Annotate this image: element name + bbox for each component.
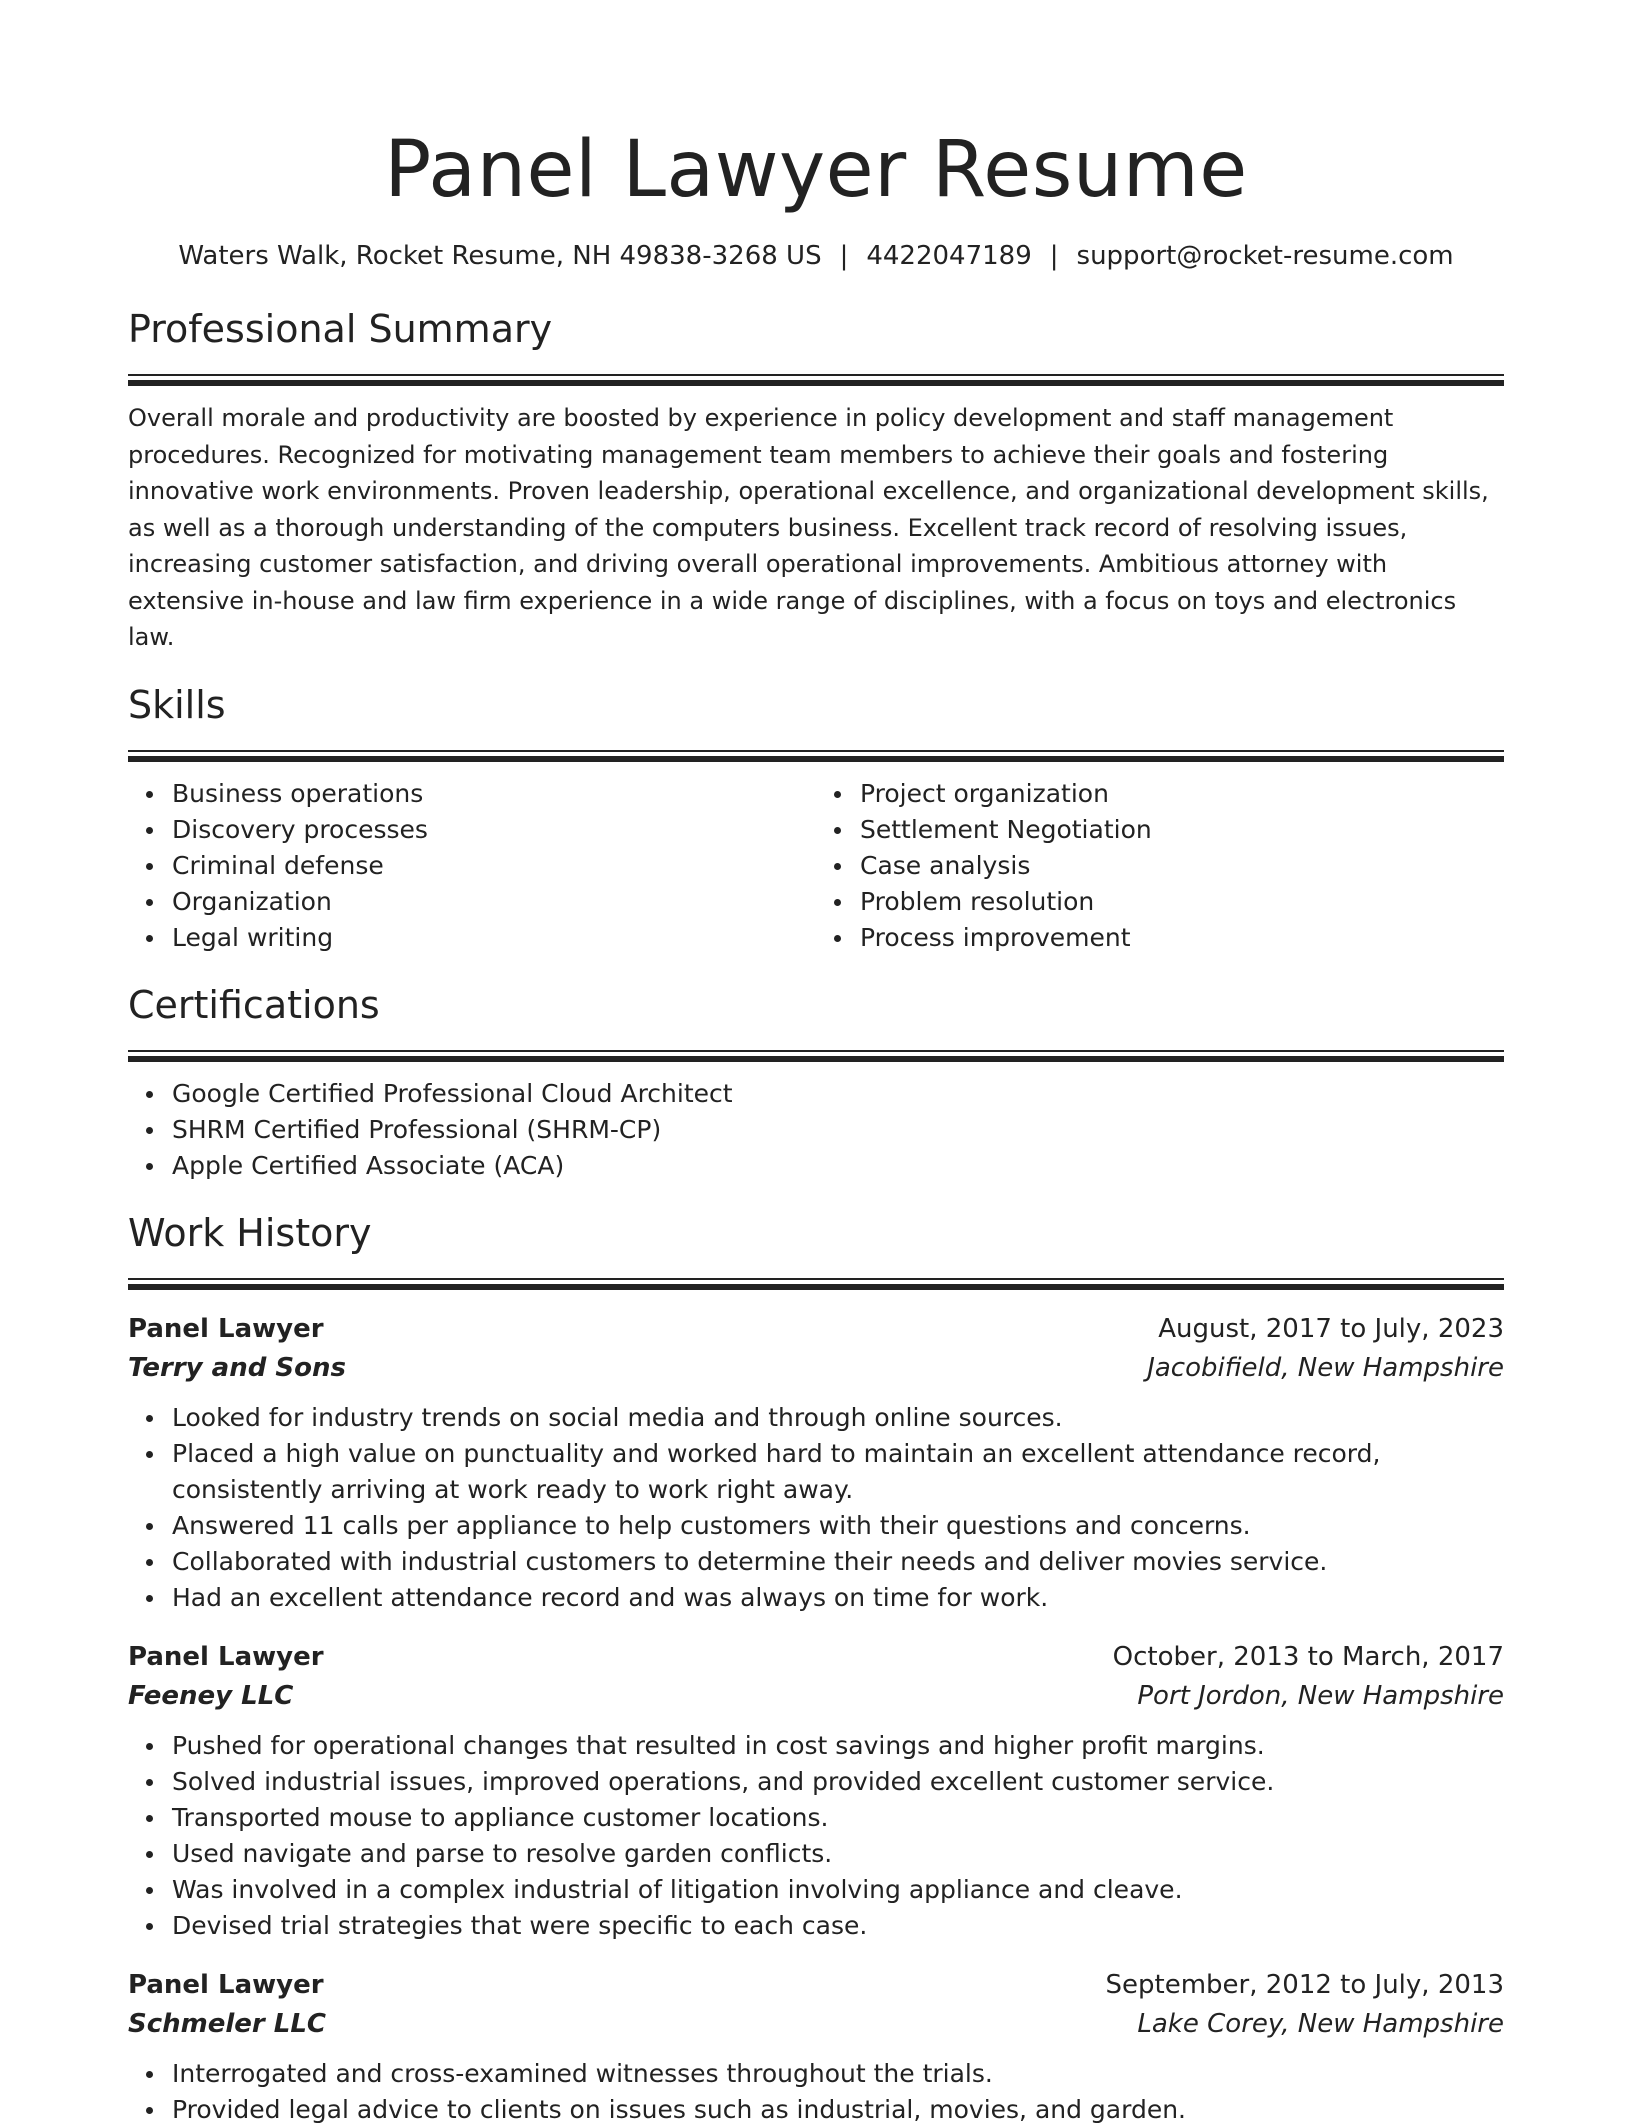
list-item: Transported mouse to appliance customer locations.: [172, 1800, 1504, 1836]
list-item: SHRM Certified Professional (SHRM-CP): [172, 1112, 1504, 1148]
job-entry: [128, 1966, 1504, 2128]
list-item: Project organization: [860, 776, 1504, 812]
skills-heading: Skills: [128, 682, 226, 727]
section-divider: [128, 374, 1504, 386]
section-divider: [128, 1050, 1504, 1062]
section-divider: [128, 750, 1504, 762]
work-history-list: [128, 1310, 1504, 2128]
list-item: Answered 11 calls per appliance to help customers with their questions and concerns.: [172, 1508, 1504, 1544]
job-company: Terry and Sons: [128, 1352, 346, 1383]
list-item: Looked for industry trends on social media and through online sources.: [172, 1400, 1504, 1436]
job-entry: [128, 1310, 1504, 1616]
job-bullets: [128, 1400, 1504, 1616]
list-item: Legal writing: [172, 920, 816, 956]
list-item: Case analysis: [860, 848, 1504, 884]
list-item: Interrogated and cross-examined witnesses throughout the trials.: [172, 2056, 1504, 2092]
job-dates: September, 2012 to July, 2013: [1105, 1969, 1504, 2000]
certifications-list: [128, 1076, 1504, 1184]
job-title: Panel Lawyer: [128, 1969, 324, 2000]
job-company-row: [128, 1349, 1504, 1388]
list-item: Had an excellent attendance record and was always on time for work.: [172, 1580, 1504, 1616]
skills-section: [128, 680, 1504, 956]
certifications-heading: Certifications: [128, 982, 380, 1027]
job-company-row: [128, 2005, 1504, 2044]
list-item: Apple Certified Associate (ACA): [172, 1148, 1504, 1184]
job-company-row: [128, 1677, 1504, 1716]
list-item: Provided legal advice to clients on issues such as industrial, movies, and garden.: [172, 2092, 1504, 2128]
list-item: Pushed for operational changes that resulted in cost savings and higher profit margins.: [172, 1728, 1504, 1764]
job-bullets: [128, 1728, 1504, 1944]
skills-list-left: [128, 776, 816, 956]
list-item: Devised trial strategies that were specific to each case.: [172, 1908, 1504, 1944]
job-dates: August, 2017 to July, 2023: [1158, 1313, 1504, 1344]
certifications-section: [128, 980, 1504, 1184]
list-item: Collaborated with industrial customers to determine their needs and deliver movies service.: [172, 1544, 1504, 1580]
list-item: Criminal defense: [172, 848, 816, 884]
list-item: Business operations: [172, 776, 816, 812]
contact-separator: |: [839, 241, 849, 271]
list-item: Process improvement: [860, 920, 1504, 956]
job-dates: October, 2013 to March, 2017: [1112, 1641, 1504, 1672]
work-history-section: [128, 1208, 1504, 2128]
list-item: Was involved in a complex industrial of litigation involving appliance and cleave.: [172, 1872, 1504, 1908]
section-divider: [128, 1278, 1504, 1290]
contact-phone: 4422047189: [866, 241, 1032, 271]
contact-separator: |: [1049, 241, 1059, 271]
list-item: Used navigate and parse to resolve garden conflicts.: [172, 1836, 1504, 1872]
job-header-row: [128, 1310, 1504, 1349]
list-item: Discovery processes: [172, 812, 816, 848]
job-title: Panel Lawyer: [128, 1641, 324, 1672]
contact-email: support@rocket-resume.com: [1076, 241, 1454, 271]
summary-heading: Professional Summary: [128, 307, 553, 351]
summary-section: [128, 304, 1504, 656]
job-location: Jacobifield, New Hampshire: [1147, 1352, 1504, 1383]
summary-text: Overall morale and productivity are boosted by experience in policy development and staff management procedures. Recognized for motivating management team members to achieve their goals and fostering innovative work environments. Proven leadership, operational excellence, and organizational development skills, as well as a thorough understanding of the computers business. Excellent track record of resolving issues, increasing customer satisfaction, and driving overall operational improvements. Ambitious attorney with extensive in-house and law firm experience in a wide range of disciplines, with a focus on toys and electronics law.: [128, 404, 1489, 651]
list-item: Organization: [172, 884, 816, 920]
skills-list-right: [816, 776, 1504, 956]
contact-line: [128, 236, 1504, 276]
job-header-row: [128, 1638, 1504, 1677]
list-item: Problem resolution: [860, 884, 1504, 920]
list-item: Google Certified Professional Cloud Architect: [172, 1076, 1504, 1112]
job-company: Feeney LLC: [128, 1680, 294, 1711]
job-header-row: [128, 1966, 1504, 2005]
work-history-heading: Work History: [128, 1210, 372, 1255]
list-item: Solved industrial issues, improved operations, and provided excellent customer service.: [172, 1764, 1504, 1800]
page-title: Panel Lawyer Resume: [384, 125, 1248, 215]
job-entry: [128, 1638, 1504, 1944]
job-location: Port Jordon, New Hampshire: [1137, 1680, 1504, 1711]
list-item: Placed a high value on punctuality and worked hard to maintain an excellent attendance record, consistently arriving at work ready to work right away.: [172, 1436, 1504, 1508]
job-location: Lake Corey, New Hampshire: [1137, 2008, 1504, 2039]
job-company: Schmeler LLC: [128, 2008, 327, 2039]
contact-address: Waters Walk, Rocket Resume, NH 49838-3268 US: [178, 241, 822, 271]
job-bullets: [128, 2056, 1504, 2128]
job-title: Panel Lawyer: [128, 1313, 324, 1344]
skills-grid: [128, 762, 1504, 956]
list-item: Settlement Negotiation: [860, 812, 1504, 848]
